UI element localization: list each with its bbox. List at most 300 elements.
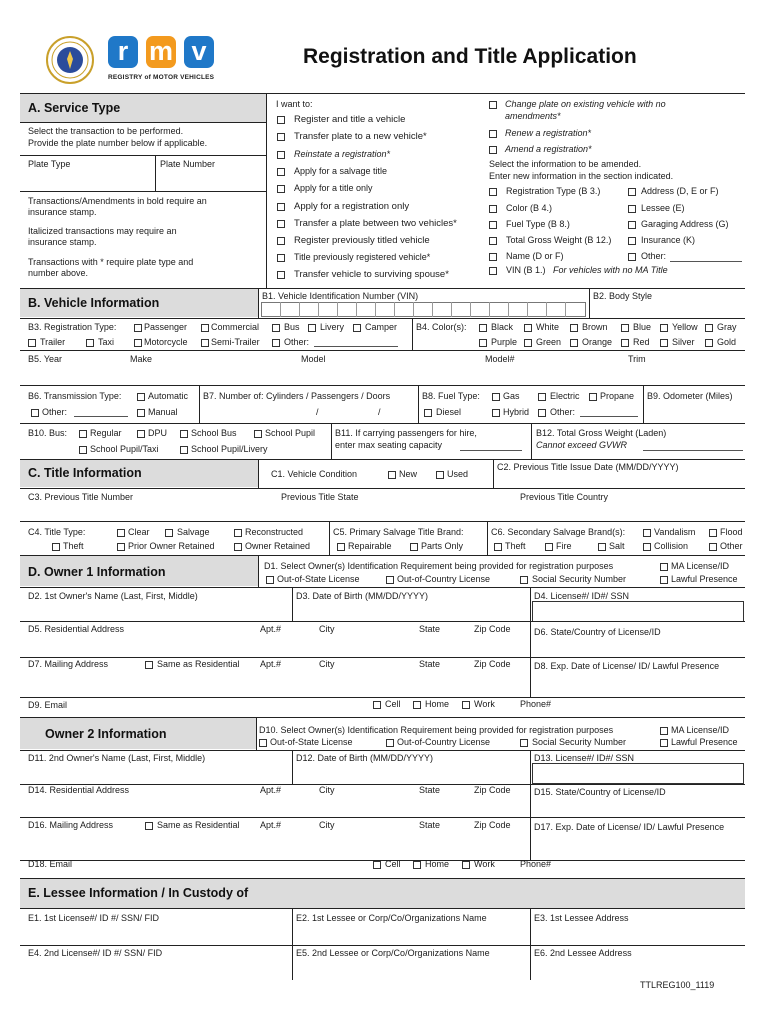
checkbox-transfer-plate[interactable] (277, 133, 285, 141)
d7-same-label: Same as Residential (157, 659, 240, 669)
color-orange: Orange (582, 337, 613, 347)
d3-label: D3. Date of Birth (MM/DD/YYYY) (296, 591, 429, 601)
note-bold-2: insurance stamp. (28, 207, 97, 217)
d14-state-label: State (419, 785, 441, 795)
checkbox-d18-work[interactable] (462, 861, 470, 869)
color-black: Black (491, 322, 514, 332)
checkbox-vandalism[interactable] (643, 529, 651, 537)
title-reconstructed: Reconstructed (245, 527, 304, 537)
amend-address: Address (D, E or F) (641, 186, 719, 196)
checkbox-renew[interactable] (489, 130, 497, 138)
d12-label: D12. Date of Birth (MM/DD/YYYY) (296, 753, 434, 763)
d7-zip-label: Zip Code (474, 659, 511, 669)
rmv-logo-r: r (108, 36, 138, 68)
checkbox-register-titled[interactable] (277, 237, 285, 245)
option-title-only: Apply for a title only (294, 183, 373, 193)
amend-reg-type: Registration Type (B 3.) (506, 186, 601, 196)
d5-city-label: City (319, 624, 335, 634)
d10-ssn: Social Security Number (532, 737, 627, 747)
reg-trailer: Trailer (40, 337, 66, 347)
b12-label-2: Cannot exceed GVWR (536, 440, 628, 450)
reg-bus: Bus (284, 322, 300, 332)
note-star-2: number above. (28, 268, 89, 278)
checkbox-brand-theft[interactable] (494, 543, 502, 551)
checkbox-electric[interactable] (538, 393, 546, 401)
prev-title-country-label: Previous Title Country (520, 492, 609, 502)
page-title: Registration and Title Application (303, 45, 637, 68)
checkbox-flood[interactable] (709, 529, 717, 537)
b7-label: B7. Number of: Cylinders / Passengers / Doors (203, 391, 391, 401)
plate-number-field[interactable] (158, 170, 262, 188)
owner-2-title: Owner 2 Information (45, 727, 167, 741)
reg-other: Other: (284, 337, 310, 347)
checkbox-reg-other[interactable] (272, 339, 280, 347)
checkbox-title-registered[interactable] (277, 254, 285, 262)
d9-phone-label: Phone# (520, 699, 552, 709)
title-clear: Clear (128, 527, 150, 537)
option-transfer-between: Transfer a plate between two vehicles* (294, 218, 457, 229)
checkbox-d16-same[interactable] (145, 822, 153, 830)
checkbox-manual[interactable] (137, 409, 145, 417)
checkbox-hybrid[interactable] (492, 409, 500, 417)
d13-field[interactable] (532, 763, 744, 784)
checkbox-amend-other[interactable] (628, 253, 636, 261)
i-want-to-label: I want to: (276, 99, 313, 109)
checkbox-automatic[interactable] (137, 393, 145, 401)
reg-taxi: Taxi (98, 337, 115, 347)
amend-garaging: Garaging Address (G) (641, 219, 729, 229)
checkbox-d18-cell[interactable] (373, 861, 381, 869)
brand-collision: Collision (654, 541, 689, 551)
bus-school-pupil-taxi: School Pupil/Taxi (90, 444, 159, 454)
d16-label: D16. Mailing Address (28, 820, 114, 830)
checkbox-d10-lawful-presence[interactable] (660, 739, 668, 747)
checkbox-d9-cell[interactable] (373, 701, 381, 709)
brand-salt: Salt (609, 541, 625, 551)
d7-label: D7. Mailing Address (28, 659, 109, 669)
checkbox-clear[interactable] (117, 529, 125, 537)
option-renew: Renew a registration* (505, 128, 592, 138)
checkbox-trailer[interactable] (28, 339, 36, 347)
checkbox-d1-ssn[interactable] (520, 576, 528, 584)
d16-apt-label: Apt.# (260, 820, 282, 830)
checkbox-gray[interactable] (705, 324, 713, 332)
state-seal (46, 36, 94, 84)
color-green: Green (536, 337, 562, 347)
b5-year-label: B5. Year (28, 354, 63, 364)
bus-school-pupil: School Pupil (265, 428, 316, 438)
c2-label: C2. Previous Title Issue Date (MM/DD/YYYY) (497, 462, 679, 472)
checkbox-school-pupil-livery[interactable] (180, 446, 188, 454)
d14-apt-label: Apt.# (260, 785, 282, 795)
checkbox-reconstructed[interactable] (234, 529, 242, 537)
e4-label: E4. 2nd License#/ ID #/ SSN/ FID (28, 948, 163, 958)
seating-capacity-field[interactable] (460, 450, 522, 451)
checkbox-camper[interactable] (353, 324, 361, 332)
brand-flood: Flood (720, 527, 743, 537)
condition-new: New (399, 469, 418, 479)
checkbox-amend[interactable] (489, 146, 497, 154)
d5-apt-label: Apt.# (260, 624, 282, 634)
d14-zip-label: Zip Code (474, 785, 511, 795)
option-registration-only: Apply for a registration only (294, 201, 410, 212)
rmv-logo-v: v (184, 36, 214, 68)
checkbox-d1-lawful-presence[interactable] (660, 576, 668, 584)
fuel-other-field[interactable] (580, 416, 638, 417)
checkbox-green[interactable] (524, 339, 532, 347)
rmv-logo-caption: REGISTRY of MOTOR VEHICLES (108, 74, 215, 81)
checkbox-taxi[interactable] (86, 339, 94, 347)
title-owner-retained: Owner Retained (245, 541, 311, 551)
checkbox-title-theft[interactable] (52, 543, 60, 551)
checkbox-brand-other[interactable] (709, 543, 717, 551)
b11-label-1: B11. If carrying passengers for hire, (335, 428, 477, 438)
color-yellow: Yellow (672, 322, 698, 332)
brand-other: Other (720, 541, 743, 551)
reg-commercial: Commercial (211, 322, 260, 332)
checkbox-salvage[interactable] (165, 529, 173, 537)
trans-automatic: Automatic (148, 391, 189, 401)
d1-lawful-presence: Lawful Presence (671, 574, 738, 584)
checkbox-amend-weight[interactable] (489, 237, 497, 245)
amend-name: Name (D or F) (506, 251, 564, 261)
trans-manual: Manual (148, 407, 178, 417)
checkbox-bus-dpu[interactable] (137, 430, 145, 438)
plate-number-label: Plate Number (160, 159, 216, 169)
checkbox-livery[interactable] (308, 324, 316, 332)
d5-state-label: State (419, 624, 441, 634)
d10-label: D10. Select Owner(s) Identification Requirement being provided for registration purposes (259, 725, 614, 735)
checkbox-d9-work[interactable] (462, 701, 470, 709)
option-change-plate-1: Change plate on existing vehicle with no (505, 99, 666, 109)
d1-out-of-state: Out-of-State License (277, 574, 360, 584)
checkbox-fire[interactable] (545, 543, 553, 551)
option-change-plate-2: amendments* (505, 111, 561, 121)
checkbox-diesel[interactable] (424, 409, 432, 417)
checkbox-white[interactable] (524, 324, 532, 332)
fuel-hybrid: Hybrid (503, 407, 530, 417)
checkbox-fuel-other[interactable] (538, 409, 546, 417)
reg-semi-trailer: Semi-Trailer (211, 337, 260, 347)
checkbox-used[interactable] (436, 471, 444, 479)
d18-phone-label: Phone# (520, 859, 552, 869)
b11-label-2: enter max seating capacity (335, 440, 443, 450)
model-number-label: Model# (485, 354, 515, 364)
color-purple: Purple (491, 337, 518, 347)
reg-motorcycle: Motorcycle (144, 337, 188, 347)
b3-label: B3. Registration Type: (28, 322, 117, 332)
checkbox-semi-trailer[interactable] (201, 339, 209, 347)
checkbox-motorcycle[interactable] (134, 339, 142, 347)
d5-label: D5. Residential Address (28, 624, 125, 634)
section-c-title: C. Title Information (28, 466, 142, 480)
brand-repairable: Repairable (348, 541, 392, 551)
checkbox-repairable[interactable] (337, 543, 345, 551)
checkbox-amend-vin[interactable] (489, 267, 497, 275)
e6-label: E6. 2nd Lessee Address (534, 948, 632, 958)
checkbox-commercial[interactable] (201, 324, 209, 332)
color-gray: Gray (717, 322, 737, 332)
b7-slash-2: / (378, 407, 381, 417)
d10-ma-license: MA License/ID (671, 725, 730, 735)
d18-work: Work (474, 859, 495, 869)
checkbox-new[interactable] (388, 471, 396, 479)
checkbox-amend-address[interactable] (628, 188, 636, 196)
trans-other-field[interactable] (74, 416, 128, 417)
fuel-propane: Propane (600, 391, 635, 401)
checkbox-d1-out-of-state[interactable] (266, 576, 274, 584)
checkbox-brown[interactable] (570, 324, 578, 332)
d4-field[interactable] (532, 601, 744, 622)
d9-label: D9. Email (28, 700, 68, 710)
title-prior-owner-retained: Prior Owner Retained (128, 541, 215, 551)
checkbox-d7-same[interactable] (145, 661, 153, 669)
d10-out-of-state: Out-of-State License (270, 737, 353, 747)
checkbox-title-only[interactable] (277, 185, 285, 193)
c5-label: C5. Primary Salvage Title Brand: (333, 527, 464, 537)
option-transfer-plate: Transfer plate to a new vehicle* (294, 131, 427, 142)
section-e-title: E. Lessee Information / In Custody of (28, 886, 249, 900)
checkbox-bus[interactable] (272, 324, 280, 332)
checkbox-salt[interactable] (598, 543, 606, 551)
b10-label: B10. Bus: (28, 428, 68, 438)
brand-vandalism: Vandalism (654, 527, 696, 537)
d1-ssn: Social Security Number (532, 574, 627, 584)
d9-cell: Cell (385, 699, 401, 709)
checkbox-d1-out-of-country[interactable] (386, 576, 394, 584)
b4-label: B4. Color(s): (416, 322, 467, 332)
checkbox-amend-reg-type[interactable] (489, 188, 497, 196)
trans-other: Other: (42, 407, 68, 417)
c3-label: C3. Previous Title Number (28, 492, 134, 502)
reg-livery: Livery (320, 322, 345, 332)
brand-fire: Fire (556, 541, 572, 551)
d7-city-label: City (319, 659, 335, 669)
e5-label: E5. 2nd Lessee or Corp/Co/Organizations Name (296, 948, 490, 958)
checkbox-gold[interactable] (705, 339, 713, 347)
checkbox-transfer-between[interactable] (277, 220, 285, 228)
color-red: Red (633, 337, 650, 347)
option-register-titled: Register previously titled vehicle (294, 235, 430, 246)
checkbox-passenger[interactable] (134, 324, 142, 332)
checkbox-orange[interactable] (570, 339, 578, 347)
b1-label: B1. Vehicle Identification Number (VIN) (262, 291, 419, 301)
amend-insurance: Insurance (K) (641, 235, 696, 245)
b6-label: B6. Transmission Type: (28, 391, 122, 401)
d1-out-of-country: Out-of-Country License (397, 574, 491, 584)
checkbox-d18-home[interactable] (413, 861, 421, 869)
option-amend: Amend a registration* (505, 144, 592, 154)
rmv-logo-m: m (146, 36, 176, 68)
reg-other-field[interactable] (314, 346, 398, 347)
d7-state-label: State (419, 659, 441, 669)
note-star-1: Transactions with * require plate type and (28, 257, 194, 267)
checkbox-blue[interactable] (621, 324, 629, 332)
fuel-electric: Electric (550, 391, 580, 401)
checkbox-collision[interactable] (643, 543, 651, 551)
plate-type-field[interactable] (24, 170, 152, 188)
d9-work: Work (474, 699, 495, 709)
checkbox-purple[interactable] (479, 339, 487, 347)
b8-label: B8. Fuel Type: (422, 391, 480, 401)
amend-vin-note: For vehicles with no MA Title (553, 265, 668, 275)
d16-same-label: Same as Residential (157, 820, 240, 830)
checkbox-amend-fuel[interactable] (489, 221, 497, 229)
option-salvage-title: Apply for a salvage title (294, 166, 388, 176)
d1-label: D1. Select Owner(s) Identification Requirement being provided for registration purposes (264, 561, 614, 571)
e3-label: E3. 1st Lessee Address (534, 913, 629, 923)
checkbox-amend-insurance[interactable] (628, 237, 636, 245)
checkbox-register-title[interactable] (277, 116, 285, 124)
color-brown: Brown (582, 322, 608, 332)
d2-label: D2. 1st Owner's Name (Last, First, Middle) (28, 591, 198, 601)
d16-state-label: State (419, 820, 441, 830)
amend-vin: VIN (B 1.) (506, 265, 546, 275)
bus-school-pupil-livery: School Pupil/Livery (191, 444, 268, 454)
amend-color: Color (B 4.) (506, 203, 553, 213)
gross-weight-field[interactable] (643, 450, 743, 451)
checkbox-propane[interactable] (589, 393, 597, 401)
amend-weight: Total Gross Weight (B 12.) (506, 235, 612, 245)
checkbox-bus-regular[interactable] (79, 430, 87, 438)
title-theft: Theft (63, 541, 84, 551)
d10-lawful-presence: Lawful Presence (671, 737, 738, 747)
c1-label: C1. Vehicle Condition (271, 469, 358, 479)
d7-apt-label: Apt.# (260, 659, 282, 669)
checkbox-registration-only[interactable] (277, 203, 285, 211)
plate-type-label: Plate Type (28, 159, 71, 169)
d18-cell: Cell (385, 859, 401, 869)
d1-ma-license: MA License/ID (671, 561, 730, 571)
d16-zip-label: Zip Code (474, 820, 511, 830)
reg-passenger: Passenger (144, 322, 188, 332)
d6-label: D6. State/Country of License/ID (534, 627, 661, 637)
reg-camper: Camper (365, 322, 398, 332)
fuel-diesel: Diesel (436, 407, 462, 417)
amend-fuel: Fuel Type (B 8.) (506, 219, 570, 229)
title-salvage: Salvage (177, 527, 210, 537)
checkbox-trans-other[interactable] (31, 409, 39, 417)
d15-label: D15. State/Country of License/ID (534, 787, 666, 797)
d9-home: Home (425, 699, 450, 709)
checkbox-owner-retained[interactable] (234, 543, 242, 551)
checkbox-prior-owner-retained[interactable] (117, 543, 125, 551)
checkbox-change-plate[interactable] (489, 101, 497, 109)
condition-used: Used (447, 469, 469, 479)
d5-zip-label: Zip Code (474, 624, 511, 634)
amend-instruction-1: Select the information to be amended. (489, 159, 642, 169)
d4-label: D4. License#/ ID#/ SSN (534, 591, 630, 601)
brand-parts-only: Parts Only (421, 541, 464, 551)
section-a-instruction-2: Provide the plate number below if applicable. (28, 138, 208, 148)
option-register-title: Register and title a vehicle (294, 114, 406, 125)
d14-city-label: City (319, 785, 335, 795)
d16-city-label: City (319, 820, 335, 830)
note-italic-1: Italicized transactions may require an (28, 226, 177, 236)
color-gold: Gold (717, 337, 737, 347)
e1-label: E1. 1st License#/ ID #/ SSN/ FID (28, 913, 160, 923)
color-white: White (536, 322, 560, 332)
form-number: TTLREG100_1119 (640, 980, 715, 990)
checkbox-d10-ma-license[interactable] (660, 727, 668, 735)
e2-label: E2. 1st Lessee or Corp/Co/Organizations Name (296, 913, 487, 923)
bus-regular: Regular (90, 428, 122, 438)
trim-label: Trim (628, 354, 646, 364)
prev-title-state-label: Previous Title State (281, 492, 359, 502)
checkbox-parts-only[interactable] (410, 543, 418, 551)
checkbox-d9-home[interactable] (413, 701, 421, 709)
brand-theft: Theft (505, 541, 526, 551)
d11-label: D11. 2nd Owner's Name (Last, First, Middle) (28, 753, 206, 763)
section-b-title: B. Vehicle Information (28, 296, 160, 310)
d14-label: D14. Residential Address (28, 785, 130, 795)
checkbox-school-bus[interactable] (180, 430, 188, 438)
bus-school-bus: School Bus (191, 428, 237, 438)
note-bold-1: Transactions/Amendments in bold require an (28, 196, 207, 206)
checkbox-silver[interactable] (660, 339, 668, 347)
d13-label: D13. License#/ ID#/ SSN (534, 753, 635, 763)
amend-other: Other: (641, 251, 667, 261)
section-a-instruction-1: Select the transaction to be performed. (28, 126, 184, 136)
b9-label: B9. Odometer (Miles) (647, 391, 733, 401)
checkbox-red[interactable] (621, 339, 629, 347)
checkbox-d10-ssn[interactable] (520, 739, 528, 747)
checkbox-amend-color[interactable] (489, 205, 497, 213)
checkbox-yellow[interactable] (660, 324, 668, 332)
checkbox-amend-garaging[interactable] (628, 221, 636, 229)
d18-label: D18. Email (28, 859, 73, 869)
option-surviving-spouse: Transfer vehicle to surviving spouse* (294, 269, 449, 280)
amend-instruction-2: Enter new information in the section indicated. (489, 171, 674, 181)
checkbox-black[interactable] (479, 324, 487, 332)
section-a-title: A. Service Type (28, 101, 121, 115)
make-label: Make (130, 354, 153, 364)
checkbox-school-pupil[interactable] (254, 430, 262, 438)
checkbox-gas[interactable] (492, 393, 500, 401)
checkbox-surviving-spouse[interactable] (277, 271, 285, 279)
option-reinstate: Reinstate a registration* (294, 149, 391, 159)
d10-out-of-country: Out-of-Country License (397, 737, 491, 747)
color-silver: Silver (672, 337, 695, 347)
option-title-registered: Title previously registered vehicle* (294, 252, 431, 262)
checkbox-reinstate[interactable] (277, 151, 285, 159)
fuel-gas: Gas (503, 391, 520, 401)
checkbox-d10-out-of-country[interactable] (386, 739, 394, 747)
checkbox-school-pupil-taxi[interactable] (79, 446, 87, 454)
color-blue: Blue (633, 322, 652, 332)
d8-label: D8. Exp. Date of License/ ID/ Lawful Presence (534, 661, 720, 671)
d18-home: Home (425, 859, 450, 869)
b2-label: B2. Body Style (593, 291, 653, 301)
section-d-title: D. Owner 1 Information (28, 565, 166, 579)
bus-dpu: DPU (148, 428, 168, 438)
checkbox-amend-lessee[interactable] (628, 205, 636, 213)
checkbox-d1-ma-license[interactable] (660, 563, 668, 571)
fuel-other: Other: (550, 407, 576, 417)
b12-label-1: B12. Total Gross Weight (Laden) (536, 428, 667, 438)
b7-slash-1: / (316, 407, 319, 417)
checkbox-d10-out-of-state[interactable] (259, 739, 267, 747)
d17-label: D17. Exp. Date of License/ ID/ Lawful Presence (534, 822, 725, 832)
c4-label: C4. Title Type: (28, 527, 86, 537)
amend-other-field[interactable] (670, 261, 742, 262)
checkbox-amend-name[interactable] (489, 253, 497, 261)
checkbox-salvage-title[interactable] (277, 168, 285, 176)
note-italic-2: insurance stamp. (28, 237, 97, 247)
amend-lessee: Lessee (E) (641, 203, 685, 213)
c6-label: C6. Secondary Salvage Brand(s): (491, 527, 626, 537)
model-label: Model (301, 354, 326, 364)
